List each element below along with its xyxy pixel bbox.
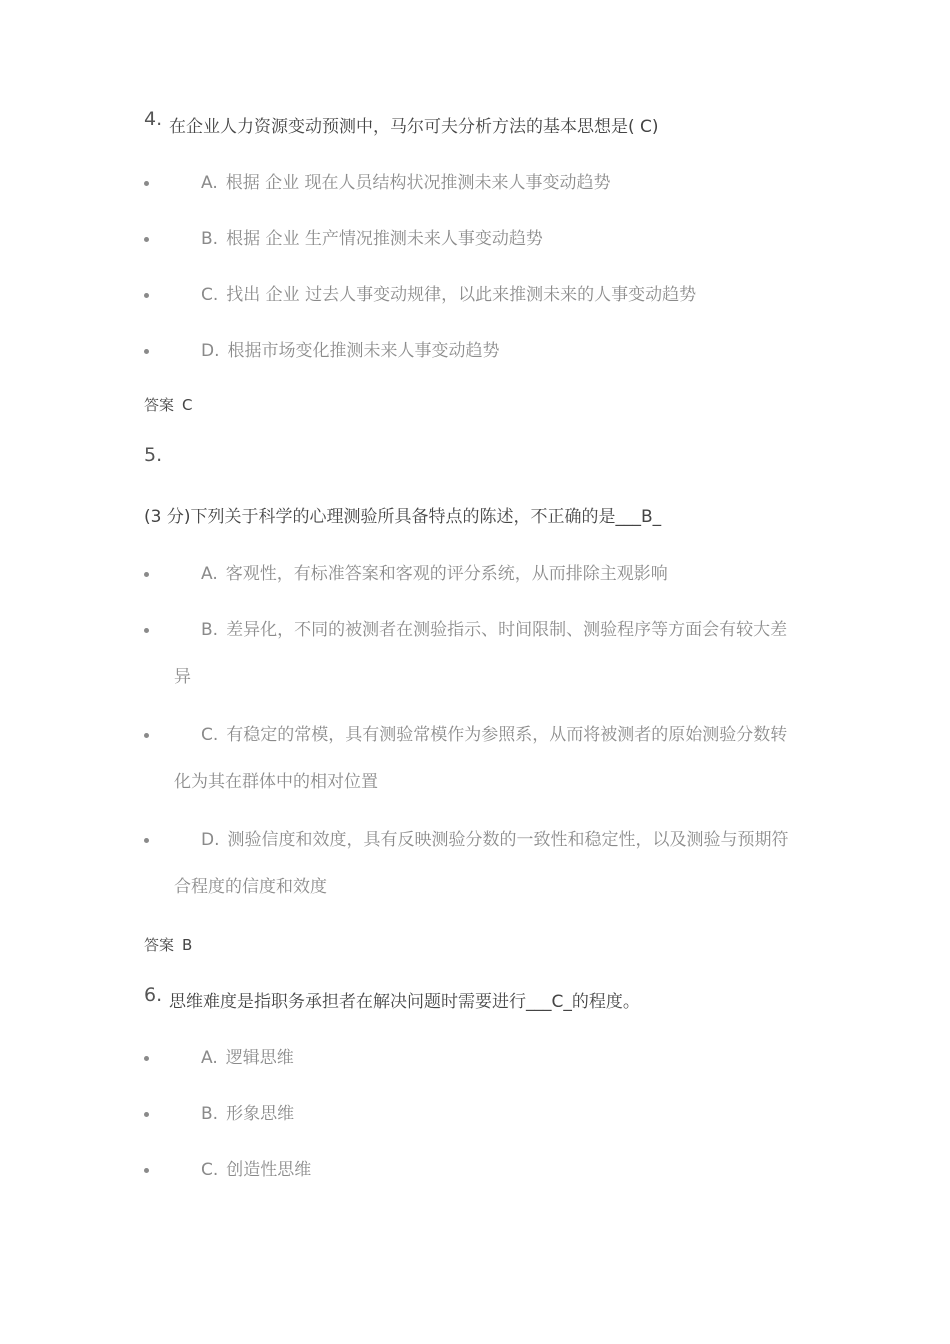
- answer-value: B: [182, 936, 193, 954]
- option-text: 根据市场变化推测未来人事变动趋势: [227, 341, 500, 361]
- answer-value: C: [182, 396, 193, 414]
- option-a: [144, 563, 824, 610]
- option-letter: C.: [201, 285, 219, 305]
- option-text: 测验信度和效度，具有反映测验分数的一致性和稳定性，以及测验与预期符: [227, 830, 789, 850]
- option-text: 找出 企业 过去人事变动规律，以此来推测未来的人事变动趋势: [226, 285, 697, 305]
- answer: [144, 394, 193, 415]
- option-c: [144, 724, 824, 818]
- question-number: 5.: [144, 444, 163, 466]
- option-letter: B.: [201, 620, 219, 640]
- option-d: [144, 340, 824, 387]
- option-letter: B.: [201, 1104, 219, 1124]
- answer-label: 答案: [144, 936, 175, 954]
- option-text: 差异化，不同的被测者在测验指示、时间限制、测验程序等方面会有较大差: [226, 620, 788, 640]
- option-letter: C.: [201, 1160, 219, 1180]
- option-letter: D.: [201, 341, 220, 361]
- option-letter: A.: [201, 1048, 218, 1068]
- option-letter: D.: [201, 830, 220, 850]
- answer-label: 答案: [144, 396, 175, 414]
- option-letter: A.: [201, 564, 218, 584]
- option-b: [144, 619, 824, 713]
- question-number: 4.: [144, 108, 163, 130]
- question-text: 思维难度是指职务承担者在解决问题时需要进行___C_的程度。: [169, 992, 640, 1012]
- option-text: 逻辑思维: [225, 1048, 294, 1068]
- option-c: [144, 284, 824, 331]
- option-text: 创造性思维: [226, 1160, 312, 1180]
- option-d: [144, 829, 824, 923]
- option-text-continued: 化为其在群体中的相对位置: [174, 772, 378, 792]
- question-text: (3 分)下列关于科学的心理测验所具备特点的陈述，不正确的是___B_: [144, 507, 662, 527]
- answer: [144, 934, 192, 955]
- option-text: 客观性，有标准答案和客观的评分系统，从而排除主观影响: [225, 564, 668, 584]
- question-text: 在企业人力资源变动预测中，马尔可夫分析方法的基本思想是( C): [169, 117, 659, 137]
- option-a: [144, 1047, 824, 1094]
- option-letter: C.: [201, 725, 219, 745]
- option-a: [144, 172, 824, 219]
- option-text: 有稳定的常模，具有测验常模作为参照系，从而将被测者的原始测验分数转: [226, 725, 788, 745]
- option-letter: B.: [201, 229, 219, 249]
- question-number: 6.: [144, 984, 163, 1006]
- option-letter: A.: [201, 173, 218, 193]
- option-text: 根据 企业 现在人员结构状况推测未来人事变动趋势: [225, 173, 611, 193]
- option-text-continued: 合程度的信度和效度: [174, 877, 327, 897]
- option-b: [144, 1103, 824, 1150]
- option-b: [144, 228, 824, 275]
- option-text: 根据 企业 生产情况推测未来人事变动趋势: [226, 229, 543, 249]
- option-text: 形象思维: [226, 1104, 295, 1124]
- option-c: [144, 1159, 824, 1206]
- option-text-continued: 异: [174, 667, 191, 687]
